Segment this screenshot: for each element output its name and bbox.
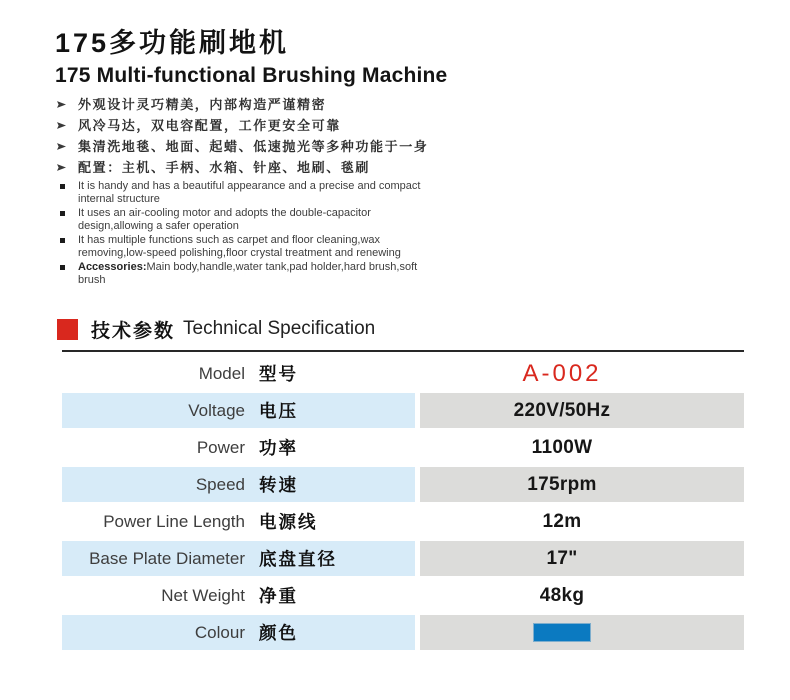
feature-item-en [60,180,790,206]
spec-label-en: Speed [195,474,245,494]
spec-value: 17" [546,547,578,569]
spec-label-cell [62,615,415,650]
spec-label-cell [62,578,415,613]
spec-value-cell [420,430,744,465]
feature-item-cn [57,115,790,136]
spec-label-cn: 转速 [259,475,298,495]
spec-label-cell [62,430,415,465]
spec-value-cell [420,615,744,650]
divider-line [62,350,744,352]
section-header [55,317,790,341]
spec-label-en: Power [196,437,245,457]
feature-body-cn: 主机、手柄、水箱、针座、地刷、毯刷 [121,160,371,175]
spec-label-cell [62,356,415,391]
spec-label-cn: 电源线 [259,512,318,532]
section-title-en: Technical Specification [183,318,376,339]
spec-label-en: Colour [194,622,245,642]
feature-body-en: It uses an air-cooling motor and adopts the double-capacitor design,allowing a safer operation [78,207,371,232]
feature-item-en [60,207,790,233]
spec-label-cn: 颜色 [259,623,298,643]
feature-body-en: Main body,handle,water tank,pad holder,hard brush,soft brush [78,261,418,286]
feature-text-cn [78,94,326,115]
arrow-right-bullet-icon [57,121,66,130]
spec-label-cn: 净重 [259,586,298,606]
spec-label-cell [62,504,415,539]
feature-body-cn: 集清洗地毯、地面、起蜡、低速抛光等多种功能于一身 [78,139,429,154]
feature-text-en [78,180,430,206]
spec-row [62,467,744,502]
spec-label-en: Net Weight [161,585,245,605]
spec-row [62,504,744,539]
feature-text-cn [78,115,341,136]
spec-value-cell [420,356,744,391]
feature-item-en [60,261,790,287]
feature-text-en [78,261,430,287]
spec-row [62,430,744,465]
spec-value: 220V/50Hz [513,399,611,421]
arrow-right-bullet-icon [57,163,66,172]
colour-swatch [533,623,591,642]
feature-list-en [55,180,790,287]
spec-value: 175rpm [527,473,597,495]
spec-value: 1100W [531,436,593,458]
feature-item-en [60,234,790,260]
feature-text-cn [78,136,428,157]
arrow-right-bullet-icon [57,142,66,151]
spec-label-en: Power Line Length [103,511,245,531]
spec-label-cn: 型号 [259,364,298,384]
square-bullet-icon [60,184,65,189]
spec-label-en: Model [198,363,245,383]
feature-prefix-cn: 配置： [78,160,122,175]
spec-value: A-002 [522,359,602,387]
section-title-cn: 技术参数 [91,320,176,342]
feature-item-cn [57,157,790,178]
spec-label-en: Base Plate Diameter [89,548,245,568]
feature-prefix-en: Accessories: [78,261,147,273]
spec-value-cell [420,504,744,539]
feature-text-en [78,207,430,233]
product-title-en: 175 Multi-functional Brushing Machine [55,64,448,87]
spec-row [62,615,744,650]
spec-label-cn: 功率 [259,438,298,458]
spec-value: 12m [542,510,582,532]
spec-label-cell [62,541,415,576]
spec-row [62,541,744,576]
square-bullet-icon [60,265,65,270]
feature-text-en [78,234,430,260]
spec-label-cn: 电压 [259,401,298,421]
feature-body-en: It is handy and has a beautiful appearance and a precise and compact internal structure [78,180,421,205]
spec-value: 48kg [539,584,585,606]
feature-text-cn [78,157,370,178]
spec-value-cell [420,578,744,613]
square-bullet-icon [60,238,65,243]
spec-label-en: Voltage [188,400,245,420]
red-square-icon [57,319,78,340]
spec-value-cell [420,467,744,502]
product-title-cn: 175多功能刷地机 [55,28,290,58]
spec-label-cell [62,467,415,502]
square-bullet-icon [60,211,65,216]
feature-body-cn: 风冷马达，双电容配置，工作更安全可靠 [78,118,341,133]
spec-row [62,578,744,613]
spec-label-cn: 底盘直径 [259,549,337,569]
spec-table [62,356,744,650]
spec-row [62,356,744,391]
spec-label-cell [62,393,415,428]
spec-value-cell [420,393,744,428]
spec-value-cell [420,541,744,576]
feature-item-cn [57,136,790,157]
feature-body-en: It has multiple functions such as carpet and floor cleaning,wax removing,low-speed polishing,floor crystal treatment and renewing [78,234,401,259]
feature-item-cn [57,94,790,115]
arrow-right-bullet-icon [57,100,66,109]
feature-body-cn: 外观设计灵巧精美，内部构造严谨精密 [78,97,327,112]
feature-list-cn [55,94,790,178]
spec-row [62,393,744,428]
